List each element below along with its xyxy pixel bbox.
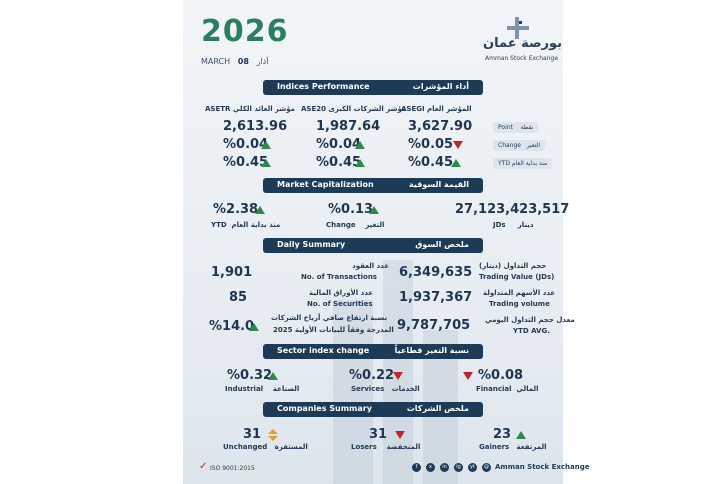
- row-label-change-ar: التغير: [526, 142, 541, 149]
- companies-losers-label: [351, 443, 420, 451]
- ase20-ytd: %0.45: [316, 155, 362, 170]
- row-label-ytd-en: YTD: [498, 160, 510, 167]
- checkmark-icon: ✓: [199, 461, 208, 472]
- sector-industrial-value: %0.32: [227, 368, 273, 383]
- down-arrow-icon: [453, 141, 463, 149]
- asegi-point: 3,627.90: [408, 119, 473, 134]
- ase20-code: ASE20: [301, 105, 326, 113]
- asegi-header: [401, 105, 472, 113]
- instagram-icon[interactable]: ig: [454, 463, 463, 472]
- row-label-ytd: [493, 158, 552, 169]
- asetr-ytd: %0.45: [223, 155, 269, 170]
- sector-financial-ar: المالي: [516, 385, 539, 393]
- iso-label: ISO 9001:2015: [210, 465, 255, 472]
- logo-text-ar: بورصة عمان: [483, 36, 563, 51]
- up-arrow-icon: [261, 159, 271, 167]
- sector-services-label: [351, 385, 420, 393]
- sector-services-ar: الخدمات: [391, 385, 420, 393]
- securities-label-ar: عدد الأوراق المالية: [309, 289, 374, 297]
- market-cap-ytd-label-en: YTD: [211, 221, 227, 229]
- up-arrow-icon: [516, 431, 526, 439]
- asetr-header: [205, 105, 295, 113]
- market-cap-unit-en: JDs: [493, 221, 506, 229]
- up-arrow-icon: [355, 159, 365, 167]
- sector-services-en: Services: [351, 385, 385, 393]
- transactions-label-en: No. of Transactions: [301, 273, 377, 281]
- market-cap-change-label: [326, 221, 384, 229]
- daily-summary-title-en: Daily Summary: [277, 240, 346, 249]
- logo-text-en: Amman Stock Exchange: [485, 55, 559, 62]
- daily-summary-title-ar: ملخص السوق: [415, 240, 469, 249]
- trading-volume-label-en: Trading volume: [489, 300, 550, 308]
- asetr-change: %0.04: [223, 137, 269, 152]
- trading-value-label-en: Trading Value (JDs): [479, 273, 555, 281]
- sector-industrial-en: Industrial: [225, 385, 264, 393]
- market-cap-change-label-ar: التغير: [365, 221, 385, 229]
- indices-title-ar: أداء المؤشرات: [412, 82, 469, 91]
- asetr-point: 2,613.96: [223, 119, 288, 134]
- down-arrow-icon: [393, 372, 403, 380]
- market-cap-ytd-label: [211, 221, 280, 229]
- linkedin-icon[interactable]: in: [440, 463, 449, 472]
- companies-unchanged-ar: المستقرة: [274, 443, 308, 451]
- unchanged-arrows-icon: [268, 429, 278, 441]
- row-label-change-en: Change: [498, 142, 521, 149]
- ase20-name-ar: مؤشر الشركات الكبرى: [328, 105, 407, 113]
- transactions-value: 1,901: [211, 265, 253, 280]
- transactions-label-ar: عدد العقود: [352, 262, 389, 270]
- month-en: MARCH: [201, 57, 231, 66]
- down-arrow-icon: [463, 372, 473, 380]
- year-title: 2026: [201, 14, 289, 49]
- up-arrow-icon: [268, 372, 278, 380]
- market-cap-change-label-en: Change: [326, 221, 356, 229]
- asetr-code: ASETR: [205, 105, 231, 113]
- market-cap-unit-ar: دينار: [517, 221, 534, 229]
- sector-financial-label: [476, 385, 538, 393]
- sector-industrial-label: [225, 385, 299, 393]
- market-cap-unit: [493, 221, 534, 229]
- ase20-header: [301, 105, 406, 113]
- companies-gainers-en: Gainers: [479, 443, 510, 451]
- bulletin-card: [183, 0, 590, 484]
- securities-value: 85: [229, 290, 248, 305]
- up-arrow-icon: [255, 206, 265, 214]
- ytd-avg-label-ar: معدل حجم التداول اليومي: [485, 316, 575, 324]
- market-cap-change: %0.13: [328, 202, 374, 217]
- companies-title-ar: ملخص الشركات: [406, 404, 469, 413]
- market-cap-ytd: %2.38: [213, 202, 259, 217]
- profit-growth-label-2: المدرجة وفقاً للبيانات الأولية 2025: [273, 326, 394, 334]
- row-label-point-en: Point: [498, 124, 513, 131]
- sector-title-en: Sector index change: [277, 346, 370, 355]
- companies-unchanged-value: 31: [243, 427, 262, 442]
- sector-financial-value: %0.08: [478, 368, 524, 383]
- row-label-change: [493, 140, 545, 151]
- profit-growth-value: %14.0: [209, 319, 255, 334]
- market-cap-title-en: Market Capitalization: [277, 180, 374, 189]
- companies-gainers-label: [479, 443, 546, 451]
- securities-label-en: No. of Securities: [307, 300, 373, 308]
- facebook-icon[interactable]: f: [412, 463, 421, 472]
- down-arrow-icon: [395, 431, 405, 439]
- market-cap-title-ar: القيمة السوقية: [408, 180, 469, 189]
- ytd-avg-value: 9,787,705: [397, 318, 471, 333]
- asetr-name-ar: مؤشر العائد الكلي: [232, 105, 295, 113]
- day: 08: [237, 57, 249, 66]
- threads-icon[interactable]: @: [484, 464, 489, 470]
- daily-summary-section-bar: [263, 238, 483, 253]
- market-cap-ytd-label-ar: منذ بداية العام: [231, 221, 281, 229]
- indices-section-bar: [263, 80, 483, 95]
- indices-title-en: Indices Performance: [277, 82, 370, 91]
- ase20-point: 1,987.64: [316, 119, 381, 134]
- up-arrow-icon: [261, 141, 271, 149]
- up-arrow-icon: [451, 159, 461, 167]
- row-label-point-ar: نقطة: [520, 124, 534, 131]
- trading-value: 6,349,635: [399, 265, 473, 280]
- market-cap-section-bar: [263, 178, 483, 193]
- companies-gainers-ar: المرتفعة: [516, 443, 547, 451]
- companies-losers-value: 31: [369, 427, 388, 442]
- sector-services-value: %0.22: [349, 368, 395, 383]
- market-cap-value: 27,123,423,517: [455, 202, 570, 217]
- sector-section-bar: [263, 344, 483, 359]
- companies-title-en: Companies Summary: [277, 404, 372, 413]
- companies-section-bar: [263, 402, 483, 417]
- asegi-name-ar: المؤشر العام: [427, 105, 472, 113]
- companies-gainers-value: 23: [493, 427, 512, 442]
- trading-value-label-ar: حجم التداول (دينار): [479, 262, 547, 270]
- row-label-ytd-ar: منذ بداية العام: [511, 160, 548, 167]
- companies-losers-ar: المنخفضة: [386, 443, 421, 451]
- up-arrow-icon: [249, 323, 259, 331]
- asegi-ytd: %0.45: [408, 155, 454, 170]
- date-line: [201, 57, 268, 66]
- sector-title-ar: نسبة التغير قطاعياً: [394, 346, 469, 355]
- sector-financial-en: Financial: [476, 385, 512, 393]
- companies-unchanged-label: [223, 443, 308, 451]
- companies-unchanged-en: Unchanged: [223, 443, 268, 451]
- up-arrow-icon: [369, 206, 379, 214]
- profit-growth-label-1: نسبة ارتفاع صافي أرباح الشركات: [271, 314, 388, 322]
- youtube-icon[interactable]: yt: [468, 463, 477, 472]
- trading-volume: 1,937,367: [399, 290, 473, 305]
- ytd-avg-label-en: YTD AVG.: [513, 327, 550, 335]
- sector-industrial-ar: الصناعة: [272, 385, 300, 393]
- month-ar: آذار: [256, 57, 269, 66]
- trading-volume-label-ar: عدد الأسهم المتداولة: [483, 289, 556, 297]
- row-label-point: [493, 122, 538, 133]
- ase20-change: %0.04: [316, 137, 362, 152]
- asegi-code: ASEGI: [401, 105, 425, 113]
- companies-losers-en: Losers: [351, 443, 377, 451]
- asegi-change: %0.05: [408, 137, 454, 152]
- up-arrow-icon: [355, 141, 365, 149]
- footer-brand: Amman Stock Exchange: [495, 463, 590, 471]
- x-icon[interactable]: x: [426, 463, 435, 472]
